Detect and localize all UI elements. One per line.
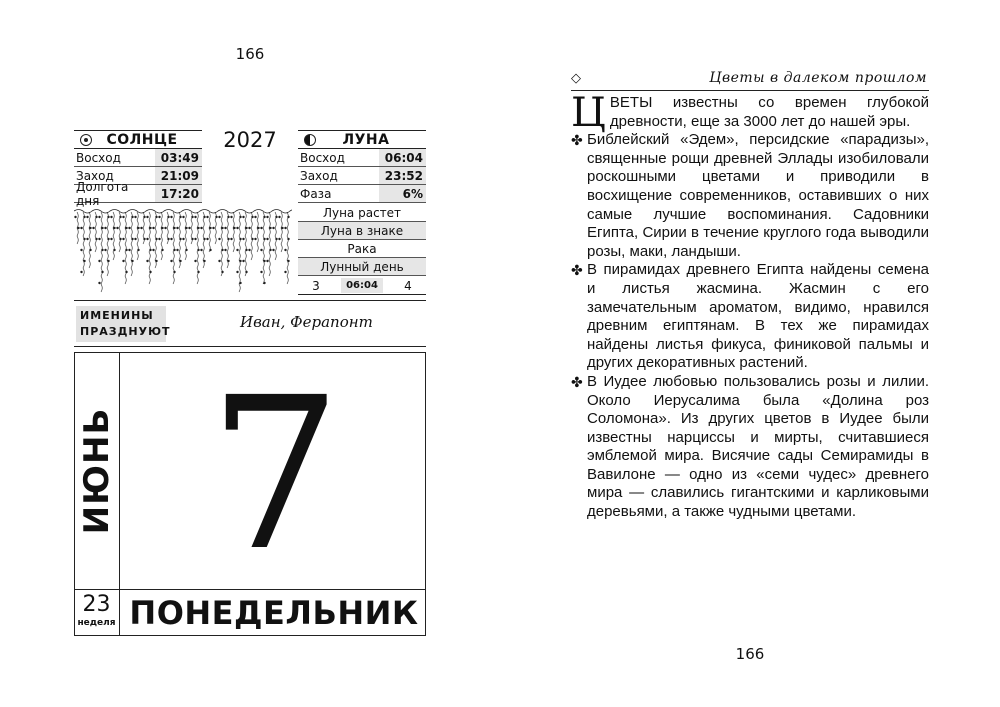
- list-item-text: В пирамидах древнего Египта найдены семена и листья жасмина. Жасмин с его замечательным ароматом, видимо, нравился древним египтянам. В тех же пирамидах найдены листья фикуса, финиковой пальмы и других декоративных растений.: [587, 261, 929, 372]
- moon-row-value: 23:52: [379, 167, 426, 184]
- running-head: [571, 70, 929, 91]
- sun-icon: [80, 134, 92, 146]
- divider: [74, 300, 426, 301]
- sun-row-label: Долгота дня: [76, 179, 129, 208]
- moon-row-phase: [298, 185, 426, 203]
- week-number: 23: [82, 592, 111, 617]
- list-item: [571, 373, 929, 522]
- moon-row-label: Заход: [300, 168, 338, 183]
- list-item: [571, 261, 929, 373]
- moon-phase-icon: [304, 134, 316, 146]
- article-body: [571, 90, 929, 522]
- sun-title: СОЛНЦЕ: [106, 131, 178, 148]
- list-item-text: Библейский «Эдем», персидские «парадизы», священные рощи древней Эллады изобиловали роскошными цветами и приводили в восхищение современников, оставивших о них самые лучшие воспоминания. Садовники Египта, Сирии в течение круглого года выводили розы, маки, ландыши.: [587, 131, 929, 260]
- lunar-day-to: 4: [404, 278, 412, 293]
- name-day-label: [76, 306, 171, 342]
- year: 2027: [223, 128, 277, 152]
- page-number-top: 166: [235, 45, 265, 63]
- lunar-day-label: Лунный день: [298, 258, 426, 276]
- sun-header: [74, 130, 202, 149]
- page-number-bottom: 166: [735, 645, 765, 663]
- flower-bullet-icon: ✤: [571, 132, 583, 149]
- intro-text: ВЕТЫ известны со времен глубокой древности, еще за 3000 лет до нашей эры.: [609, 94, 929, 130]
- moon-header: [298, 130, 426, 149]
- sun-row-value: 03:49: [155, 149, 202, 166]
- moon-phase-text: Луна растет: [298, 204, 426, 222]
- lunar-day-from: 3: [312, 278, 320, 293]
- moon-row-value: 06:04: [379, 149, 426, 166]
- sun-row-sunrise: [74, 149, 202, 167]
- running-head-title: Цветы в далеком прошлом: [709, 70, 927, 86]
- divider: [74, 346, 426, 347]
- name-day-label-line1: ИМЕНИНЫ: [80, 309, 154, 322]
- name-day-label-line2: ПРАЗДНУЮТ: [80, 325, 171, 338]
- week-cell: [74, 590, 120, 636]
- moon-row-label: Восход: [300, 150, 345, 165]
- garland-illustration: [74, 207, 292, 293]
- moon-table: [298, 130, 426, 203]
- flower-bullet-icon: ✤: [571, 262, 583, 279]
- moon-sign-label: Луна в знаке: [298, 222, 426, 240]
- list-item: [571, 131, 929, 261]
- day-number: 7: [208, 352, 342, 597]
- moon-sign: Рака: [298, 240, 426, 258]
- sun-table: [74, 130, 202, 208]
- month-name: ИЮНЬ: [77, 407, 117, 535]
- name-day-names: Иван, Ферапонт: [240, 313, 373, 331]
- week-label: неделя: [77, 618, 116, 628]
- sun-row-label: Заход: [76, 168, 114, 183]
- sun-row-label: Восход: [76, 150, 121, 165]
- list-item-text: В Иудее любовью пользовались розы и лилии. Около Иерусалима была «Долина роз Соломона». Из других цветов в Иудее были известны нарциссы и мирты, считавшиеся эмблемой мира. Висячие сады Семирамиды в Вавилоне — одно из «семи чудес» древнего мира — славились гигантскими и карликовыми деревьями, а также чудными цветами.: [587, 372, 929, 521]
- moon-row-moonset: [298, 167, 426, 185]
- drop-cap: Ц: [571, 90, 606, 136]
- sun-row-value: 21:09: [155, 167, 202, 184]
- flower-bullet-icon: ✤: [571, 373, 583, 390]
- lunar-day-time: 06:04: [341, 278, 383, 293]
- sun-row-value: 17:20: [155, 185, 202, 202]
- moon-row-moonrise: [298, 149, 426, 167]
- diamond-icon: ◇: [571, 71, 581, 86]
- moon-row-value: 6%: [379, 185, 426, 202]
- moon-row-label: Фаза: [300, 186, 332, 201]
- weekday: ПОНЕДЕЛЬНИК: [129, 594, 419, 632]
- sun-row-daylength: [74, 179, 202, 208]
- intro-paragraph: [571, 90, 929, 136]
- moon-title: ЛУНА: [342, 131, 390, 148]
- lunar-day-row: [298, 277, 426, 295]
